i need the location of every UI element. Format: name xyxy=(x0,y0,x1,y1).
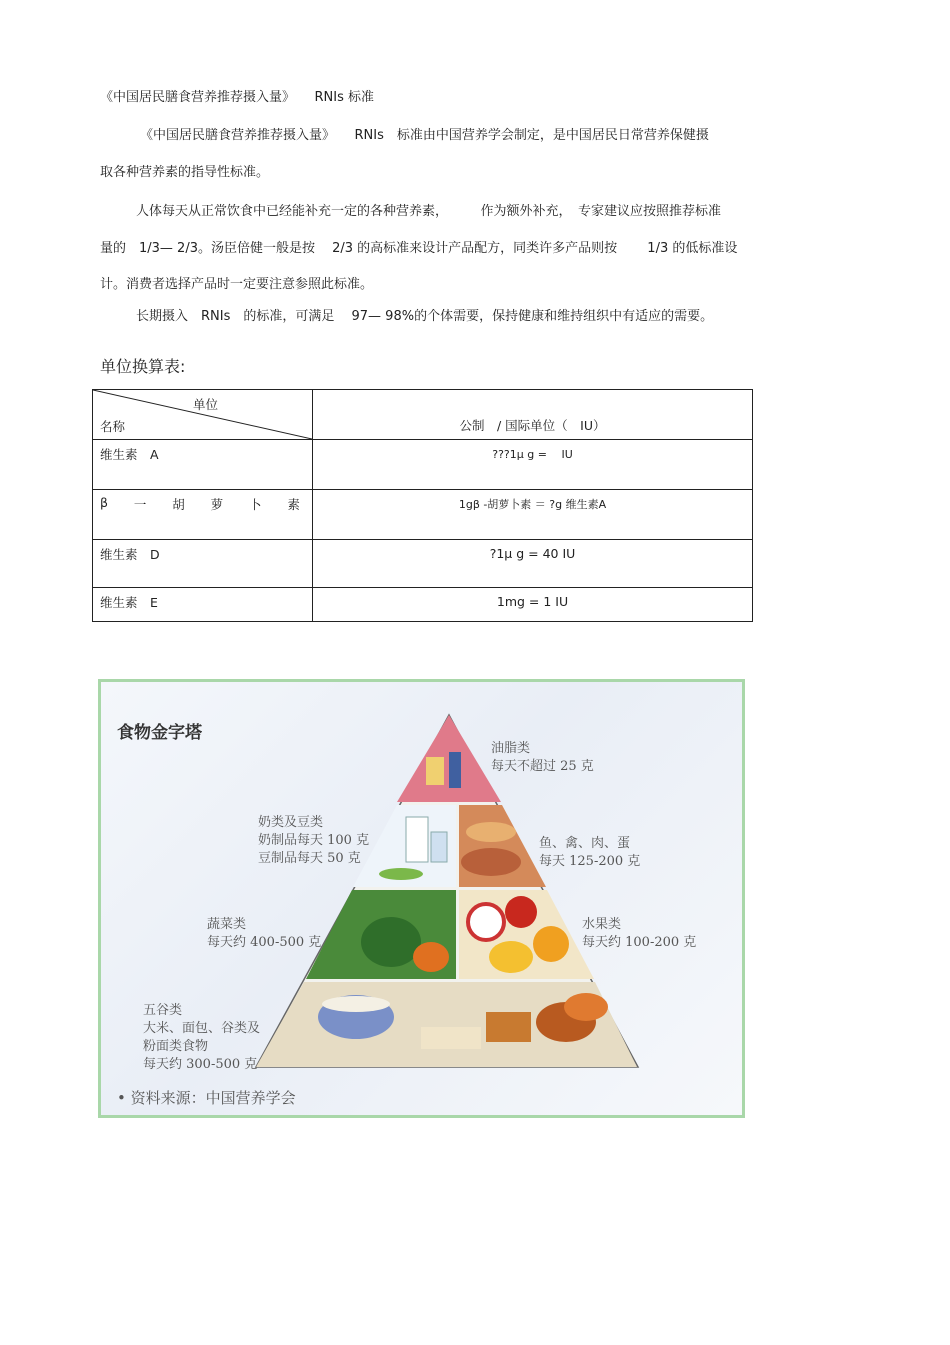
header-unit-system: 公制 / 国际单位（ IU） xyxy=(313,390,753,440)
food-pyramid-image xyxy=(98,679,745,1118)
intro-paragraph-line-2: 取各种营养素的指导性标准。 xyxy=(100,165,270,180)
row-value: ???1μ g = IU xyxy=(313,440,753,490)
row-name: 维生素 A xyxy=(93,440,313,490)
header-name-label: 名称 xyxy=(100,419,126,434)
row-name: 维生素 D xyxy=(93,540,313,588)
header-unit-label: 单位 xyxy=(193,397,219,412)
table-header-row xyxy=(93,390,753,440)
cabbage-icon xyxy=(361,917,421,967)
title-line: 《中国居民膳食营养推荐摄入量》 RNIs 标准 xyxy=(100,90,374,105)
orange-icon xyxy=(533,926,569,962)
beans-icon xyxy=(379,868,423,880)
milk-carton-icon xyxy=(406,817,428,862)
grain-label: 五谷类 大米、面包、谷类及 粉面类食物 每天约 300-500 克 xyxy=(143,1003,261,1072)
row-name xyxy=(93,490,313,540)
mango-icon xyxy=(489,941,533,973)
row-value: 1mg = 1 IU xyxy=(313,588,753,622)
advice-paragraph-line-1: 人体每天从正常饮食中已经能补充一定的各种营养素， 作为额外补充， 专家建议应按照推荐标准 xyxy=(136,204,722,219)
milk-label: 奶类及豆类 奶制品每天 100 克 豆制品每天 50 克 xyxy=(258,815,370,866)
apple-half-icon xyxy=(468,904,504,940)
oil-label: 油脂类 每天不超过 25 克 xyxy=(491,741,594,774)
rnis-paragraph: 长期摄入 RNIs 的标准，可满足 97— 98%的个体需要，保持健康和维持组织中有适应的需要。 xyxy=(136,309,714,324)
pyramid-title: 食物金字塔 xyxy=(117,723,202,743)
pyramid-source: • 资料来源：中国营养学会 xyxy=(117,1089,296,1107)
milk-box-icon xyxy=(431,832,447,862)
noodle-icon xyxy=(421,1027,481,1049)
oil-bottle-icon xyxy=(426,757,444,785)
table-row xyxy=(93,440,753,490)
oil-can-icon xyxy=(449,752,461,788)
table-row xyxy=(93,588,753,622)
rice-icon xyxy=(322,996,390,1012)
table-heading: 单位换算表: xyxy=(100,357,186,376)
row-value: 1gβ -胡萝卜素 ＝ ?g 维生素A xyxy=(313,490,753,540)
unit-conversion-table xyxy=(92,389,753,622)
beta-char: 一 xyxy=(133,497,147,512)
beta-char: 胡 xyxy=(172,497,185,512)
beta-char: 卜 xyxy=(249,497,262,512)
fish-icon xyxy=(466,822,516,842)
carrot-icon xyxy=(413,942,449,972)
bread-icon xyxy=(486,1012,531,1042)
vegetable-label: 蔬菜类 每天约 400-500 克 xyxy=(207,917,322,950)
row-value: ?1μ g = 40 IU xyxy=(313,540,753,588)
advice-paragraph-line-2: 量的 1/3— 2/3。汤臣倍健一般是按 2/3 的高标准来设计产品配方，同类许多产品则按 1/3 的低标准设 xyxy=(100,241,738,256)
row-name: 维生素 E xyxy=(93,588,313,622)
beta-char: 萝 xyxy=(210,497,224,512)
meat-icon xyxy=(461,848,521,876)
table-row xyxy=(93,490,753,540)
table-row xyxy=(93,540,753,588)
diagonal-header-cell xyxy=(93,390,313,440)
intro-paragraph-line-1: 《中国居民膳食营养推荐摄入量》 RNIs 标准由中国营养学会制定，是中国居民日常营养保健摄 xyxy=(140,128,709,143)
meat-label: 鱼、禽、肉、蛋 每天 125-200 克 xyxy=(539,836,641,869)
croissant-icon xyxy=(564,993,608,1021)
beta-char: 素 xyxy=(287,497,300,512)
apple-icon xyxy=(505,896,537,928)
fruit-label: 水果类 每天约 100-200 克 xyxy=(582,917,697,950)
advice-paragraph-line-3: 计。消费者选择产品时一定要注意参照此标准。 xyxy=(100,277,374,292)
beta-char: β xyxy=(100,495,108,510)
